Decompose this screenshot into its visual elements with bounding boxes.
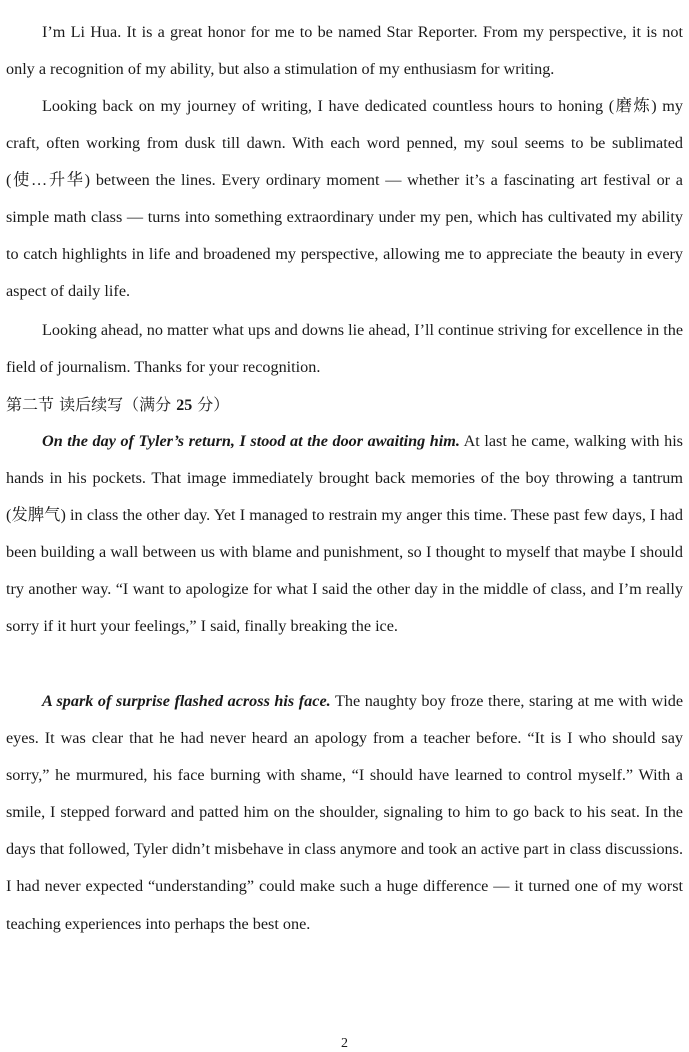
page-number: 2 xyxy=(341,1036,348,1051)
paragraph-body-text: The naughty boy froze there, staring at me with wide eyes. It was clear that he had never heard an apology from a teacher before. “It is I who should say sorry,” he murmured, his face burning with shame, “I should have learned to control myself.” With a smile, I stepped forward and patted him on the shoulder, signaling to him to go back to his seat. In the days that followed, Tyler didn’t misbehave in class anymore and took an active part in class discussions. I had never expected “understanding” could make such a huge difference — it turned one of my worst teaching experiences into perhaps the best one. xyxy=(6,692,683,933)
paragraph-spark-of-surprise xyxy=(0,683,689,943)
section-title: 第二节 读后续写（满分 xyxy=(6,395,172,414)
paragraph-looking-ahead: Looking ahead, no matter what ups and downs lie ahead, I’ll continue striving for excellence in the field of journalism. Thanks for your recognition. xyxy=(6,321,684,377)
section-score: 25 xyxy=(176,397,193,414)
paragraph-lead-sentence: On the day of Tyler’s return, I stood at the door awaiting him. xyxy=(42,432,460,450)
paragraph-lead-sentence: A spark of surprise flashed across his face. xyxy=(42,692,331,710)
paragraph-writing-journey: Looking back on my journey of writing, I have dedicated countless hours to honing (磨炼) my craft, often working from dusk till dawn. With each word penned, my soul seems to be sublimated (使…升华) between the lines. Every ordinary moment — whether it’s a fascinating art festival or a simple math class — turns into something extraordinary under my pen, which has cultivated my ability to catch highlights in life and broadened my perspective, allowing me to appreciate the beauty in every aspect of daily life. xyxy=(6,97,683,301)
section-heading xyxy=(6,386,229,424)
section-suffix: 分） xyxy=(197,395,230,414)
paragraph-star-reporter-intro: I’m Li Hua. It is a great honor for me to be named Star Reporter. From my perspective, it is not only a recognition of my ability, but also a stimulation of my enthusiasm for writing. xyxy=(6,23,683,79)
paragraph-tyler-return xyxy=(0,423,689,646)
paragraph-body-text: At last he came, walking with his hands in his pockets. That image immediately brought back memories of the boy throwing a tantrum (发脾气) in class the other day. Yet I managed to restrain my anger this time. These past few days, I had been building a wall between us with blame and punishment, so I thought to myself that maybe I should try another way. “I want to apologize for what I said the other day in the middle of class, and I’m really sorry if it hurt your feelings,” I said, finally breaking the ice. xyxy=(6,432,683,636)
